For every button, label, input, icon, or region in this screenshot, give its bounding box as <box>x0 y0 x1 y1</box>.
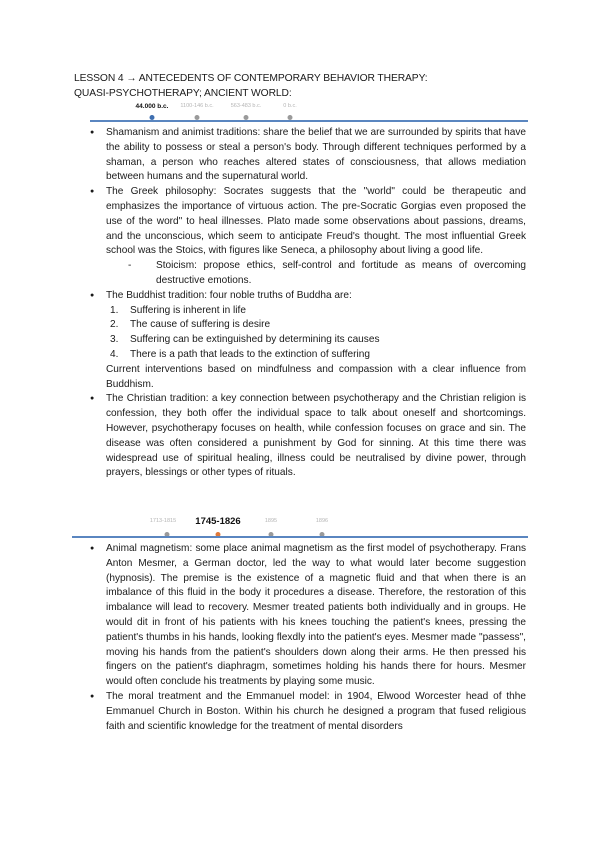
timeline-label: 44.000 b.c. <box>135 103 169 110</box>
section-ancient-world <box>90 126 526 481</box>
title-line-2: QUASI-PSYCHOTHERAPY; ANCIENT WORLD: <box>74 88 292 99</box>
list-item: 4. There is a path that leads to the extinction of suffering <box>110 348 370 360</box>
list-item: 1. Suffering is inherent in life <box>110 304 246 316</box>
list-item: 3. Suffering can be extinguished by determining its causes <box>110 334 380 346</box>
section-modern <box>90 542 526 734</box>
timeline-label: 1896 <box>315 518 329 524</box>
timeline-axis <box>90 120 528 122</box>
greek-text: ● The Greek philosophy: Socrates suggests that the "world" could be therapeutic and emphasizes the importance of virtuous action. The pre-Socratic Gorgias even proposed the use of the word" to heal illnesses. Plato made some observations about passions, dreams, and the unconscious, which seem to anticipate Freud's thought. The most influential Greek school was the Stoics, with figures like Seneca, a philosophy about living a good life. <box>106 186 526 257</box>
timeline-label: 1895 <box>264 518 278 524</box>
dash-marker: - <box>128 260 132 272</box>
timeline-axis <box>72 536 528 538</box>
timeline-label: 1713-1815 <box>149 518 177 524</box>
stoicism-text: Stoicism: propose ethics, self-control and fortitude as means of overcoming destructive emotions. <box>156 260 526 286</box>
buddhist-after-text: Current interventions based on mindfulness and compassion with a clear influence from Buddhism. <box>106 363 526 390</box>
lesson-title <box>74 71 428 101</box>
list-item: 2. The cause of suffering is desire <box>110 319 271 331</box>
sub-bullet-stoicism <box>118 259 526 289</box>
bullet-christian-tradition: ● The Christian tradition: a key connection between psychotherapy and the Christian religion is confession, they both offer the individual space to talk about oneself and shortcomings. However, psychotherapy focuses on health, while confession focuses on grace and sin. The disease was often considered a punishment by God for sinning. At this time there was widespread use of spiritual healing, illness could be neutralised by divine power, through prayers, blessings or other types of rituals. <box>90 392 526 481</box>
timeline-label: 1100-146 b.c. <box>180 103 214 109</box>
bullet-moral-treatment: ● The moral treatment and the Emmanuel model: in 1904, Elwood Worcester head of thhe Emmanuel Church in Boston. Within his church he designed a program that fused religious faith and scientific knowledge for the treatment of mental disorders <box>90 690 526 734</box>
bullet-shamanism: ● Shamanism and animist traditions: share the belief that we are surrounded by spirits that have the ability to possess or steal a person's body. Through different techniques performed by a shaman, a person who reaches altered states of consciousness, that allows mediation between humans and the supernatural world. <box>90 126 526 185</box>
bullet-animal-magnetism: ● Animal magnetism: some place animal magnetism as the first model of psychotherapy. Frans Anton Mesmer, a German doctor, led the way to what would later become suggestion (hypnosis). The premise is the existence of a magnetic fluid and that when there is an imbalance of this fluid in the body it procedures a disease. Therefore, the restoration of this imbalance will lead to recovery. Mesmer treated patients both individually and in groups. He would dit in front of his patients with his knees touching the patient's knees, pressing the patient's thumbs in his hands, looking flexdly into the patient's eyes. Mesmer made "passess", moving his hands from the patient's shoulders down along their arms. He then pressed his fingers on the patient's diaphragm, sometimes holding his hands there for hours. Mesmer would often conclude his treatments by playing some music. <box>90 542 526 690</box>
buddhist-text: ● The Buddhist tradition: four noble truths of Buddha are: <box>106 289 352 301</box>
bullet-greek-philosophy <box>90 185 526 289</box>
timeline-label: 0 b.c. <box>283 103 297 109</box>
noble-truths-list <box>106 304 526 363</box>
title-line-1: LESSON 4 → ANTECEDENTS OF CONTEMPORARY BEHAVIOR THERAPY: <box>74 73 428 84</box>
timeline-label: 563-483 b.c. <box>230 103 262 109</box>
timeline-label: 1745-1826 <box>195 516 241 527</box>
bullet-buddhist-tradition <box>90 289 526 393</box>
